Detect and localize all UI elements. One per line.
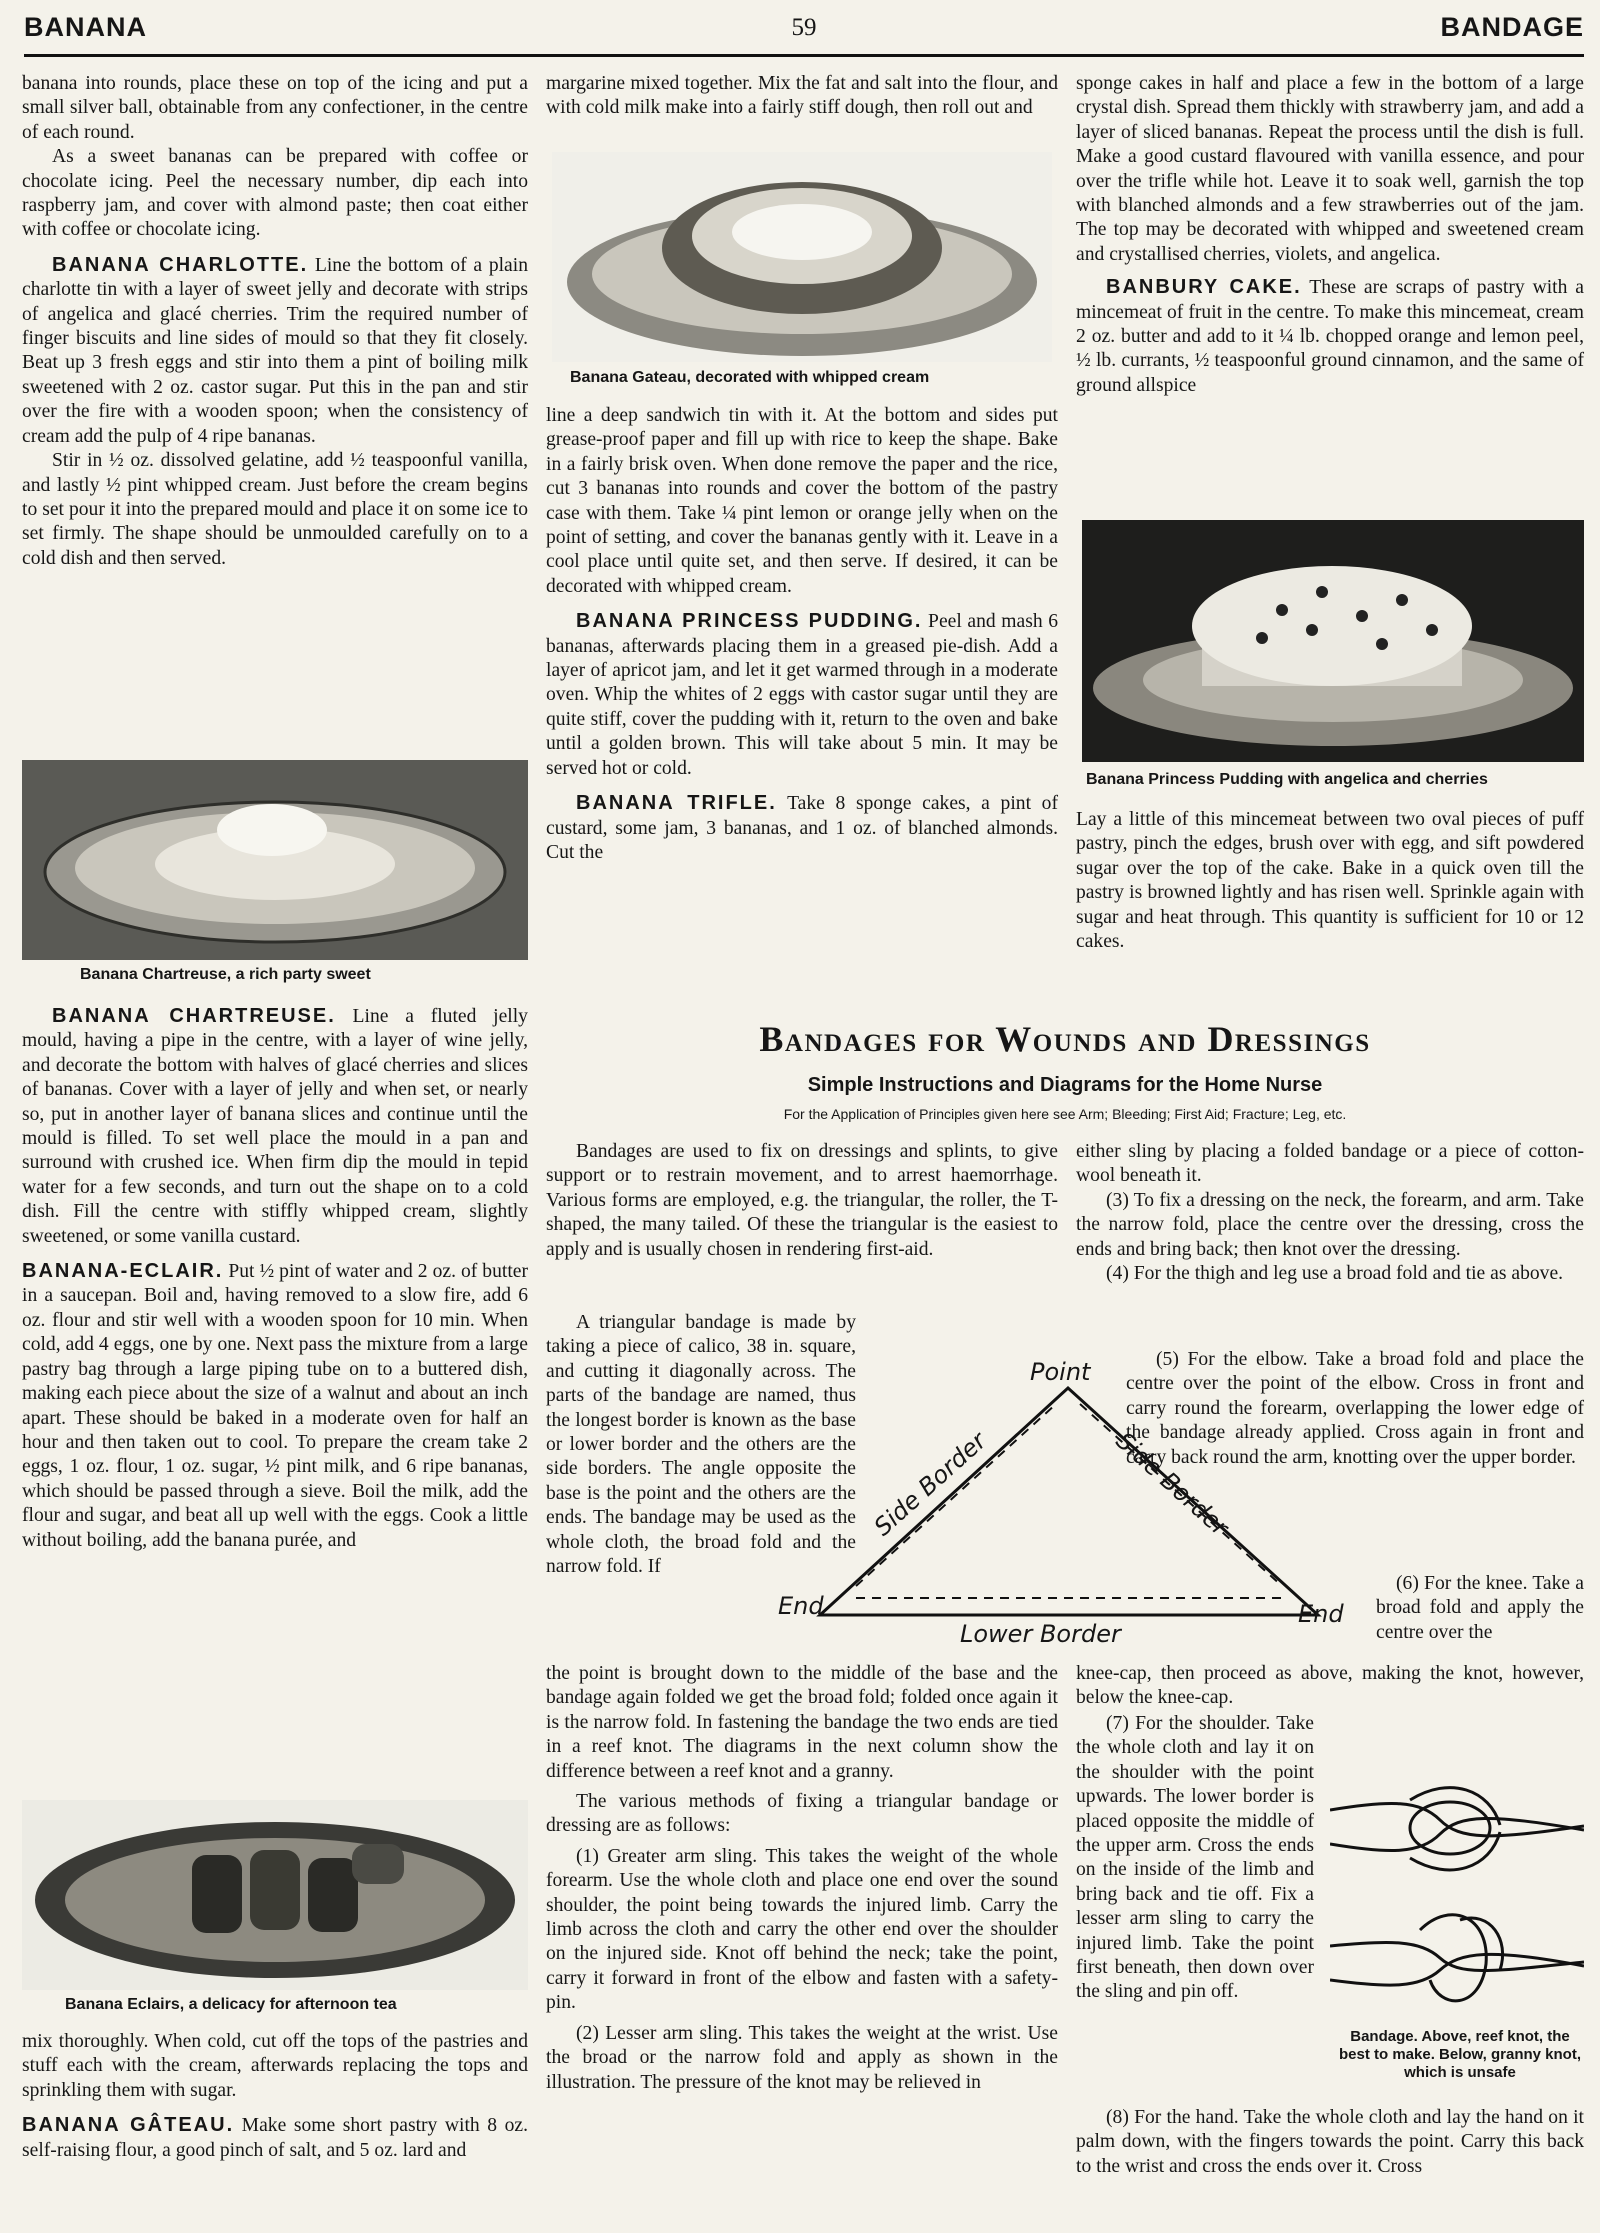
recipe-heading: BANBURY CAKE. — [1106, 276, 1302, 299]
recipe-banbury — [1076, 275, 1584, 398]
recipe-charlotte — [22, 253, 528, 449]
column-1-bottom — [22, 2030, 528, 2163]
bandage-elbow — [1126, 1348, 1584, 1470]
bandage-column-left-bottom — [546, 1662, 1058, 2095]
recipe-heading: BANANA-ECLAIR. — [22, 1260, 224, 1283]
photo-princess-pudding — [1082, 520, 1584, 762]
paragraph: either sling by placing a folded bandage or a piece of cotton-wool beneath it. — [1076, 1141, 1584, 1187]
column-1-top — [22, 72, 528, 571]
caption-gateau: Banana Gateau, decorated with whipped cream — [570, 369, 930, 386]
paragraph: The various methods of fixing a triangular bandage or dressing are as follows: — [546, 1791, 1058, 1837]
recipe-princess — [546, 609, 1058, 781]
section-title: Bandages for Wounds and Dressings — [759, 1019, 1371, 1059]
diagram-label-point: Point — [1030, 1358, 1091, 1386]
header-right-word: BANDAGE — [1440, 12, 1584, 42]
header-left-word: BANANA — [24, 12, 147, 42]
paragraph: banana into rounds, place these on top of the icing and put a small silver ball, obtainable from any confectioner, in the centre of each round. — [22, 73, 528, 143]
recipe-text: These are scraps of pastry with a mincemeat of fruit in the centre. To make this mincemeat, cream 2 oz. butter and add to it ¼ lb. chopped orange and lemon peel, ½ lb. currants, ½ teaspoonful ground cinnamon, and the same of ground allspice — [1076, 277, 1584, 396]
recipe-chartreuse — [22, 1004, 528, 1249]
paragraph: mix thoroughly. When cold, cut off the tops of the pastries and stuff each with the cream, afterwards replacing the tops and sprinkling them with sugar. — [22, 2031, 528, 2101]
diagram-label-end-left: End — [778, 1592, 824, 1620]
paragraph: Bandages are used to fix on dressings and splints, to give support or to restrain movement, and to arrest haemorrhage. Various forms are employed, e.g. the triangular, the roller, the T-shaped, the many tailed. Of these the triangular is the easiest to apply and is usually chosen in rendering first-aid. — [546, 1141, 1058, 1260]
recipe-text: Put ½ pint of water and 2 oz. of butter in a saucepan. Boil and, having removed to a slow fire, add 6 oz. flour and stir well with a wooden spoon for 10 min. When cold, add 4 eggs, one by one. Next pass the mixture from a large pastry bag through a large piping tube on to a buttered dish, making each piece about the size of a walnut and about an inch apart. These should be baked in a moderate oven for half an hour and then taken out to cool. To prepare the cream take 2 eggs, 1 oz. flour, 1 oz. sugar, ½ pint milk, and 6 ripe bananas, which should be passed through a sieve. Boil the milk, add the flour and sugar, and beat all up well with the eggs. Cook a little without boiling, add the banana purée, and — [22, 1261, 528, 1551]
paragraph: Stir in ½ oz. dissolved gelatine, add ½ teaspoonful vanilla, and lastly ½ pint whipped cream. Just before the cream begins to set pour it into the prepared mould and place it on some ice to set firmly. The shape should be unmoulded carefully on to a cold dish and then served. — [22, 450, 528, 569]
column-1-middle — [22, 1004, 528, 1553]
recipe-heading: BANANA CHARTREUSE. — [52, 1005, 336, 1027]
caption-princess-pudding: Banana Princess Pudding with angelica and cherries — [1086, 771, 1488, 788]
bandage-shoulder — [1076, 1712, 1314, 2005]
recipe-heading: BANANA CHARLOTTE. — [52, 253, 309, 276]
column-3-top — [1076, 72, 1584, 398]
recipe-text: Take 8 sponge cakes, a pint of custard, some jam, 3 bananas, and 1 oz. of blanched almonds. Cut the — [546, 793, 1058, 863]
recipe-text: Make some short pastry with 8 oz. self-raising flour, a good pinch of salt, and 5 oz. lard and — [22, 2115, 528, 2161]
paragraph-text: A triangular bandage is made by taking a piece of calico, 38 in. square, and cutting it diagonally across. The parts of the bandage are named, thus the longest border is known as the base or lower border and the others are the side borders. The angle opposite the base is the point and the others are the ends. The bandage may be used as the whole cloth, the broad fold and the narrow fold. If — [546, 1312, 856, 1578]
paragraph: knee-cap, then proceed as above, making the knot, however, below the knee-cap. — [1076, 1663, 1584, 1709]
caption-eclairs: Banana Eclairs, a delicacy for afternoon tea — [65, 1996, 397, 2013]
column-2-top — [546, 72, 1058, 121]
diagram-label-side-left: Side Border — [868, 1426, 992, 1542]
paragraph: Lay a little of this mincemeat between two oval pieces of puff pastry, pinch the edges, brush over with egg, and sift powdered sugar over the top of the cake. Bake in a quick oven till the pastry is browned lightly and has risen well. Sprinkle again with sugar and heat through. This quantity is sufficient for 10 or 12 cakes. — [1076, 809, 1584, 953]
paragraph: (5) For the elbow. Take a broad fold and place the centre over the point of the elbow. Cross in front and carry round the forearm, overlapping the lower edge of the bandage already applied. Cross again in front and carry back round the arm, knotting over the upper border. — [1126, 1349, 1584, 1468]
bandage-column-right-knee — [1076, 1662, 1584, 1711]
bandage-column-right-bottom — [1076, 2106, 1584, 2179]
recipe-heading: BANANA GÂTEAU. — [22, 2114, 235, 2137]
column-3-middle — [1076, 808, 1584, 954]
bandage-knee — [1376, 1572, 1584, 1645]
recipe-heading: BANANA PRINCESS PUDDING. — [576, 610, 923, 633]
paragraph: (4) For the thigh and leg use a broad fold and tie as above. — [1106, 1263, 1564, 1285]
granny-knot-illustration — [1330, 1900, 1584, 2020]
paragraph: (6) For the knee. Take a broad fold and apply the centre over the — [1376, 1573, 1584, 1643]
page-number: 59 — [791, 14, 817, 41]
caption-chartreuse: Banana Chartreuse, a rich party sweet — [80, 966, 371, 983]
paragraph: (3) To fix a dressing on the neck, the forearm, and arm. Take the narrow fold, place the centre over the dressing, cross the ends and bring back; then knot over the dressing. — [1076, 1189, 1584, 1260]
paragraph: the point is brought down to the middle of the base and the bandage again folded we get the broad fold; folded once again it is the narrow fold. In fastening the bandage the two ends are tied in a reef knot. The diagrams in the next column show the difference between a reef knot and a granny. — [546, 1663, 1058, 1782]
section-subtitle: Simple Instructions and Diagrams for the Home Nurse — [807, 1074, 1323, 1096]
reef-knot-illustration — [1330, 1770, 1584, 1890]
paragraph: margarine mixed together. Mix the fat and salt into the flour, and with cold milk make into a fairly stiff dough, then roll out and — [546, 73, 1058, 119]
paragraph: As a sweet bananas can be prepared with coffee or chocolate icing. Peel the necessary number, dip each into raspberry jam, and cover with almond paste; then coat either with coffee or chocolate icing. — [22, 146, 528, 241]
diagram-label-side-right: Side Border — [1110, 1426, 1234, 1542]
recipe-eclair — [22, 1259, 528, 1553]
photo-banana-gateau — [552, 152, 1052, 362]
photo-banana-chartreuse — [22, 760, 528, 960]
photo-banana-eclairs — [22, 1800, 528, 1990]
recipe-heading: BANANA TRIFLE. — [576, 792, 777, 815]
paragraph: (8) For the hand. Take the whole cloth and lay the hand on it palm down, with the fingers towards the point. Carry this back to the wrist and cross the ends over it. Cross — [1076, 2107, 1584, 2177]
recipe-trifle — [546, 791, 1058, 865]
recipe-text: Peel and mash 6 bananas, afterwards placing them in a greased pie-dish. Add a layer of apricot jam, and let it get warmed through in a moderate oven. Whip the whites of 2 eggs with castor sugar until they are quite stiff, cover the pudding with it, return to the oven and bake until a golden brown. This will take about 5 min. It may be served hot or cold. — [546, 611, 1058, 779]
paragraph: line a deep sandwich tin with it. At the bottom and sides put grease-proof paper and fill up with rice to keep the shape. Bake in a fairly brisk oven. When done remove the paper and the rice, cut 3 bananas into rounds and cover the bottom of the pastry case with them. Take ¼ pint lemon or orange jelly when on the point of setting, and cover the bananas gently with it. Leave in a cool place until quite set, and then serve. If desired, it can be decorated with whipped cream. — [546, 405, 1058, 597]
recipe-gateau — [22, 2113, 528, 2163]
paragraph: sponge cakes in half and place a few in the bottom of a large crystal dish. Spread them thickly with strawberry jam, and add a layer of sliced bananas. Repeat the process until the dish is full. Make a good custard flavoured with vanilla essence, and pour over the trifle while hot. Leave it to soak well, garnish the top with blanched almonds and a few strawberries out of the jam. The top may be decorated with whipped and sweetened cream and crystallised cherries, violets, and angelica. — [1076, 73, 1584, 265]
running-header — [24, 10, 1584, 57]
recipe-text: Line the bottom of a plain charlotte tin with a layer of sweet jelly and decorate with strips of angelica and glacé cherries. Trim the required number of finger biscuits and line sides of mould so that they fit closely. Beat up 3 fresh eggs and stir into them a pint of boiling milk sweetened with 2 oz. castor sugar. Put this in the pan and stir over the fire with a wooden spoon; when the consistency of cream add the pulp of 4 ripe bananas. — [22, 254, 528, 447]
paragraph: (7) For the shoulder. Take the whole cloth and lay it on the shoulder with the point upwards. The lower border is placed opposite the middle of the upper arm. Cross the ends on the inside of the limb and bring back and tie off. Fix a lesser arm sling to carry the injured limb. Take the point first beneath, then down over the sling and pin off. — [1076, 1713, 1314, 2003]
bandage-column-left-top — [546, 1140, 1058, 1262]
paragraph: (2) Lesser arm sling. This takes the weight at the wrist. Use the broad or the narrow fold and apply as shown in the illustration. The pressure of the knot may be relieved in — [546, 2022, 1058, 2093]
caption-knots: Bandage. Above, reef knot, the best to make. Below, granny knot, which is unsafe — [1339, 2028, 1581, 2081]
section-note: For the Application of Principles given here see Arm; Bleeding; First Aid; Fracture; Leg, etc. — [783, 1106, 1347, 1122]
paragraph: (1) Greater arm sling. This takes the weight of the whole forearm. Use the whole cloth and place one end over the sound shoulder, the point being towards the injured limb. Carry the limb across the cloth and carry the other end over the shoulder on the injured side. Knot off behind the neck; take the point, carry it forward in front of the elbow and fasten with a safety-pin. — [546, 1845, 1058, 2014]
diagram-label-lower-border: Lower Border — [960, 1620, 1121, 1648]
diagram-label-end-right: End — [1298, 1600, 1344, 1628]
column-2-middle — [546, 404, 1058, 865]
bandage-column-right-top — [1076, 1140, 1584, 1286]
recipe-text: Line a fluted jelly mould, having a pipe in the centre, with a layer of wine jelly, and decorate the bottom with halves of glacé cherries and slices of bananas. Cover with a layer of jelly and when set, or nearly so, put in another layer of banana slices and continue until the mould is filled. To set well place the mould in a pan and surround with crushed ice. When firm dip the mould in tepid water for a few seconds, and turn out the shape on to a cold dish. Fill the centre with stiffly whipped cream, slightly sweetened, or some vanilla custard. — [22, 1006, 528, 1247]
